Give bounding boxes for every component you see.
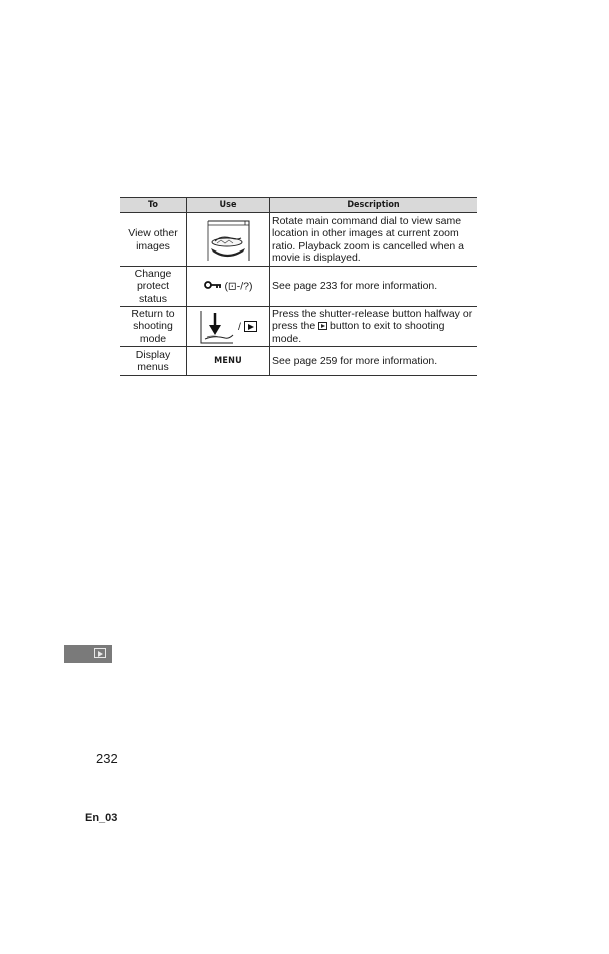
row-use: [187, 213, 270, 267]
protect-button-label: (⊡-/?): [224, 280, 253, 293]
header-to: To: [120, 198, 187, 213]
row-to: View other images: [120, 213, 187, 267]
main-command-dial-icon: [205, 217, 251, 263]
row-to: Return to shooting mode: [120, 307, 187, 347]
header-description: Description: [270, 198, 478, 213]
protect-key-icon: [204, 280, 222, 294]
menu-button-label: MENU: [214, 356, 242, 367]
table-row: [120, 307, 477, 347]
row-to: Display menus: [120, 347, 187, 376]
row-description: Rotate main command dial to view same location in other images at current zoom ratio. Playback zoom is cancelled when a movie is displayed.: [270, 213, 478, 267]
controls-table: [120, 197, 477, 376]
row-use: [187, 267, 270, 307]
row-use: [187, 347, 270, 376]
footer-code: En_03: [85, 812, 118, 824]
table-header-row: [120, 198, 477, 213]
table-row: [120, 213, 477, 267]
use-separator: /: [238, 320, 241, 333]
table-row: [120, 347, 477, 376]
row-to: Change protect status: [120, 267, 187, 307]
row-description: See page 259 for more information.: [270, 347, 478, 376]
row-description: See page 233 for more information.: [270, 267, 478, 307]
playback-icon: [94, 648, 106, 658]
playback-icon: [318, 322, 327, 330]
playback-button-icon: [244, 321, 257, 332]
section-tab: [64, 645, 112, 663]
page-number: 232: [96, 751, 118, 766]
row-use: [187, 307, 270, 347]
table-row: [120, 267, 477, 307]
row-description: Press the shutter-release button halfway or press the button to exit to shooting mode.: [270, 307, 478, 347]
shutter-release-button-icon: [199, 309, 235, 345]
header-use: Use: [187, 198, 270, 213]
